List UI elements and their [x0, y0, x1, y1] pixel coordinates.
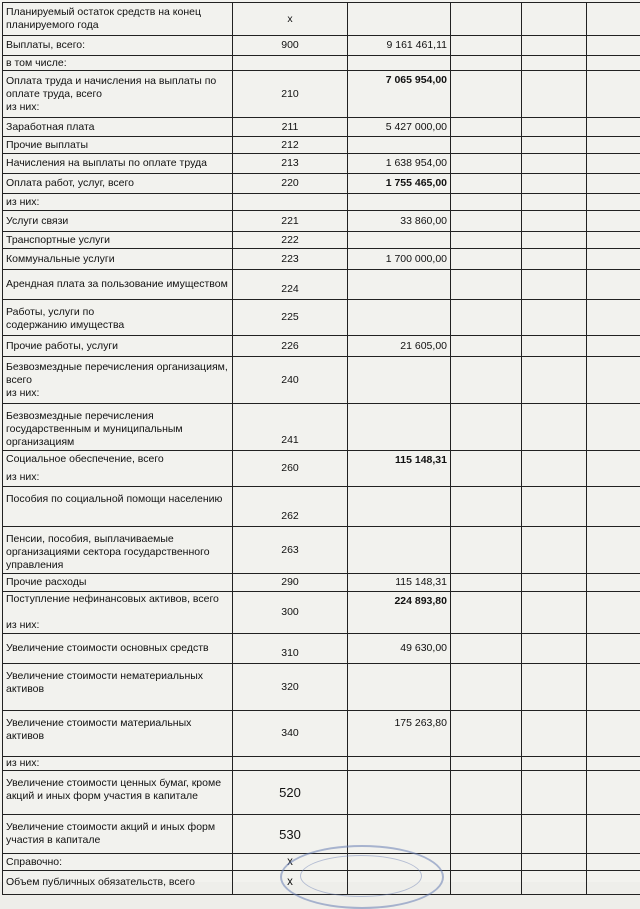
empty-cell [522, 194, 587, 211]
row-code: 310 [233, 634, 348, 664]
empty-cell [522, 232, 587, 249]
row-code: 241 [233, 404, 348, 451]
table-row [3, 174, 640, 194]
table-row [3, 56, 640, 71]
table-row [3, 592, 640, 634]
table-row [3, 357, 640, 404]
row-amount: 1 700 000,00 [348, 249, 451, 270]
row-label: Справочно: [3, 854, 233, 871]
empty-cell [522, 3, 587, 36]
empty-cell [451, 3, 522, 36]
table-row [3, 3, 640, 36]
row-label: Социальное обеспечение, всего [6, 453, 229, 466]
table-row [3, 137, 640, 154]
row-amount [348, 527, 451, 574]
row-label: Прочие выплаты [3, 137, 233, 154]
table-row [3, 232, 640, 249]
empty-cell [451, 174, 522, 194]
row-amount: 7 065 954,00 [348, 71, 451, 118]
row-code: 211 [233, 118, 348, 137]
row-label: Коммунальные услуги [3, 249, 233, 270]
table-row [3, 574, 640, 592]
row-amount: 175 263,80 [348, 711, 451, 757]
empty-cell [587, 270, 640, 300]
row-label: Поступление нефинансовых активов, всего [6, 593, 229, 606]
empty-cell [451, 487, 522, 527]
empty-cell [451, 300, 522, 336]
empty-cell [522, 451, 587, 487]
empty-cell [451, 194, 522, 211]
row-code: 225 [233, 300, 348, 336]
row-amount: 115 148,31 [348, 574, 451, 592]
empty-cell [587, 527, 640, 574]
empty-cell [587, 249, 640, 270]
table-row [3, 154, 640, 174]
empty-cell [587, 194, 640, 211]
empty-cell [451, 574, 522, 592]
empty-cell [522, 154, 587, 174]
empty-cell [587, 232, 640, 249]
empty-cell [522, 357, 587, 404]
empty-cell [522, 174, 587, 194]
empty-cell [522, 71, 587, 118]
row-label: Безвозмездные перечисления государственным и муниципальным организациям [3, 404, 233, 451]
row-label: из них: [3, 194, 233, 211]
empty-cell [522, 118, 587, 137]
empty-cell [451, 137, 522, 154]
row-amount: 9 161 461,11 [348, 36, 451, 56]
empty-cell [451, 854, 522, 871]
stamp-seal-inner [300, 855, 422, 897]
row-label: Прочие работы, услуги [3, 336, 233, 357]
row-label: Работы, услуги по [6, 306, 229, 319]
empty-cell [451, 270, 522, 300]
empty-cell [451, 357, 522, 404]
row-amount [348, 664, 451, 711]
row-code: 240 [233, 357, 348, 404]
row-code: 226 [233, 336, 348, 357]
table-row [3, 71, 640, 118]
table-row [3, 664, 640, 711]
row-code: 221 [233, 211, 348, 232]
row-label: Оплата труда и начисления на выплаты по оплате труда, всего [6, 75, 229, 101]
row-amount [348, 357, 451, 404]
empty-cell [522, 757, 587, 771]
empty-cell [451, 664, 522, 711]
row-amount: 5 427 000,00 [348, 118, 451, 137]
row-sublabel: из них: [6, 606, 229, 632]
row-code: 320 [233, 664, 348, 711]
empty-cell [587, 634, 640, 664]
empty-cell [587, 574, 640, 592]
table-row [3, 815, 640, 854]
empty-cell [587, 664, 640, 711]
table-row [3, 211, 640, 232]
row-code: 263 [233, 527, 348, 574]
row-code: 220 [233, 174, 348, 194]
table-row [3, 404, 640, 451]
row-label: Увеличение стоимости нематериальных активов [3, 664, 233, 711]
empty-cell [587, 336, 640, 357]
empty-cell [587, 815, 640, 854]
empty-cell [451, 36, 522, 56]
row-code: 900 [233, 36, 348, 56]
row-amount [348, 3, 451, 36]
empty-cell [451, 56, 522, 71]
empty-cell [587, 36, 640, 56]
table-row [3, 194, 640, 211]
empty-cell [451, 71, 522, 118]
table-row [3, 771, 640, 815]
row-code [233, 194, 348, 211]
row-amount: 49 630,00 [348, 634, 451, 664]
empty-cell [587, 137, 640, 154]
row-amount [348, 771, 451, 815]
empty-cell [451, 118, 522, 137]
empty-cell [451, 211, 522, 232]
table-row [3, 118, 640, 137]
empty-cell [522, 854, 587, 871]
row-amount [348, 232, 451, 249]
row-amount: 115 148,31 [348, 451, 451, 487]
row-label: Прочие расходы [3, 574, 233, 592]
empty-cell [451, 592, 522, 634]
row-amount [348, 270, 451, 300]
empty-cell [522, 211, 587, 232]
empty-cell [587, 871, 640, 895]
empty-cell [451, 249, 522, 270]
row-sublabel: содержанию имущества [6, 319, 229, 332]
row-label: Заработная плата [3, 118, 233, 137]
row-code: 340 [233, 711, 348, 757]
row-label: Увеличение стоимости основных средств [3, 634, 233, 664]
empty-cell [522, 487, 587, 527]
empty-cell [522, 634, 587, 664]
row-code: 224 [233, 270, 348, 300]
row-code: 530 [233, 815, 348, 854]
empty-cell [522, 871, 587, 895]
row-code: x [233, 854, 348, 871]
row-label: Планируемый остаток средств на конец планируемого года [3, 3, 233, 36]
row-code: 210 [233, 71, 348, 118]
row-code: x [233, 3, 348, 36]
empty-cell [587, 154, 640, 174]
empty-cell [522, 574, 587, 592]
empty-cell [451, 232, 522, 249]
row-code [233, 757, 348, 771]
row-label: из них: [3, 757, 233, 771]
empty-cell [451, 154, 522, 174]
budget-table [2, 2, 640, 895]
row-code: 213 [233, 154, 348, 174]
empty-cell [522, 815, 587, 854]
row-label: Увеличение стоимости ценных бумаг, кроме акций и иных форм участия в капитале [3, 771, 233, 815]
row-code [233, 56, 348, 71]
row-amount [348, 194, 451, 211]
row-label: Пенсии, пособия, выплачиваемые организациями сектора государственного управления [3, 527, 233, 574]
empty-cell [587, 404, 640, 451]
table-row [3, 757, 640, 771]
empty-cell [451, 451, 522, 487]
row-amount [348, 487, 451, 527]
empty-cell [451, 404, 522, 451]
row-label: Услуги связи [3, 211, 233, 232]
empty-cell [587, 854, 640, 871]
row-sublabel: из них: [6, 466, 229, 484]
row-code: 212 [233, 137, 348, 154]
empty-cell [451, 771, 522, 815]
table-row [3, 711, 640, 757]
empty-cell [522, 592, 587, 634]
table-row [3, 300, 640, 336]
empty-cell [522, 56, 587, 71]
empty-cell [522, 249, 587, 270]
row-code: 300 [233, 592, 348, 634]
row-amount: 1 638 954,00 [348, 154, 451, 174]
row-label: Оплата работ, услуг, всего [3, 174, 233, 194]
row-amount [348, 404, 451, 451]
empty-cell [587, 3, 640, 36]
row-code: 223 [233, 249, 348, 270]
row-label: Увеличение стоимости акций и иных форм участия в капитале [3, 815, 233, 854]
row-label: в том числе: [3, 56, 233, 71]
empty-cell [522, 336, 587, 357]
empty-cell [451, 815, 522, 854]
row-label: Безвозмездные перечисления организациям, всего [6, 361, 229, 387]
empty-cell [522, 711, 587, 757]
row-code: 260 [233, 451, 348, 487]
empty-cell [451, 634, 522, 664]
table-row [3, 36, 640, 56]
empty-cell [451, 336, 522, 357]
row-amount: 1 755 465,00 [348, 174, 451, 194]
row-label: Объем публичных обязательств, всего [3, 871, 233, 895]
row-amount: 33 860,00 [348, 211, 451, 232]
table-row [3, 634, 640, 664]
empty-cell [522, 137, 587, 154]
empty-cell [522, 300, 587, 336]
row-amount: 21 605,00 [348, 336, 451, 357]
empty-cell [587, 757, 640, 771]
row-code: 290 [233, 574, 348, 592]
empty-cell [451, 527, 522, 574]
row-sublabel: из них: [6, 387, 229, 400]
empty-cell [587, 487, 640, 527]
empty-cell [522, 527, 587, 574]
empty-cell [587, 592, 640, 634]
row-label: Начисления на выплаты по оплате труда [3, 154, 233, 174]
row-code: 222 [233, 232, 348, 249]
empty-cell [587, 300, 640, 336]
row-amount: 224 893,80 [348, 592, 451, 634]
table-row [3, 487, 640, 527]
row-amount [348, 300, 451, 336]
empty-cell [522, 771, 587, 815]
empty-cell [587, 771, 640, 815]
row-sublabel: из них: [6, 101, 229, 114]
empty-cell [587, 357, 640, 404]
row-amount [348, 137, 451, 154]
row-amount [348, 56, 451, 71]
table-row [3, 451, 640, 487]
table-row [3, 270, 640, 300]
empty-cell [451, 711, 522, 757]
empty-cell [522, 270, 587, 300]
empty-cell [587, 71, 640, 118]
empty-cell [587, 118, 640, 137]
empty-cell [587, 451, 640, 487]
empty-cell [587, 711, 640, 757]
row-label: Выплаты, всего: [3, 36, 233, 56]
row-code: 520 [233, 771, 348, 815]
empty-cell [587, 56, 640, 71]
table-row [3, 527, 640, 574]
row-label: Транспортные услуги [3, 232, 233, 249]
table-row [3, 249, 640, 270]
empty-cell [522, 36, 587, 56]
empty-cell [522, 404, 587, 451]
row-amount [348, 757, 451, 771]
row-label: Арендная плата за пользование имуществом [3, 270, 233, 300]
empty-cell [587, 211, 640, 232]
row-code: x [233, 871, 348, 895]
row-label: Увеличение стоимости материальных активов [3, 711, 233, 757]
empty-cell [451, 757, 522, 771]
table-row [3, 336, 640, 357]
empty-cell [522, 664, 587, 711]
empty-cell [451, 871, 522, 895]
row-code: 262 [233, 487, 348, 527]
empty-cell [587, 174, 640, 194]
row-label: Пособия по социальной помощи населению [3, 487, 233, 527]
